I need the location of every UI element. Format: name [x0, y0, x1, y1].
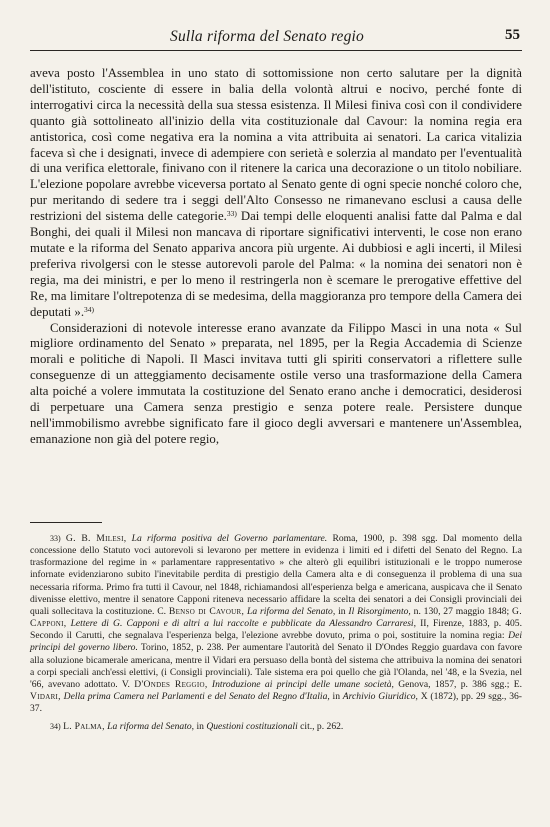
work-title: Il Risorgimento, — [348, 605, 411, 617]
footnote-number: 34) — [50, 722, 61, 732]
work-title: Questioni costituzionali — [206, 721, 298, 733]
work-title: Dei principi del governo libero. — [30, 630, 522, 654]
paragraph-1 — [30, 66, 522, 321]
footnotes — [30, 522, 522, 740]
paragraph-1-part-b: Dai tempi delle eloquenti analisi fatte dal Palma e dal Bonghi, dei quali il Milesi non mancava di riportare significativi interventi, le cose non erano mutate e la riforma del Senato appariva ancora più urgente. Ai dubbiosi e agli incerti, il Milesi preferiva rivolgersi con le stesse autorevoli parole del Palma: « la nomina dei senatori non è regia, ma dei ministri, e per lo meno il restringerla non è scemare le prerogative effettive del Re, ma limitare l'oltrepotenza di se medesima, della maggioranza pro tempore della Camera dei deputati ». — [30, 209, 523, 319]
work-title: La riforma del Senato, — [244, 605, 336, 617]
work-title: Lettere di G. Capponi e di altri a lui raccolte e pubblicate da Alessandro Carraresi, — [66, 618, 416, 630]
footnote-ref-33: 33) — [226, 209, 237, 219]
work-title: La riforma positiva del Governo parlamentare. — [131, 533, 328, 544]
author-name: G. B. Milesi, — [65, 533, 127, 544]
work-title: Introduzione ai principi delle umane società, — [207, 678, 394, 690]
note-text: Genova, 1857, p. 386 sgg.; E. — [393, 678, 522, 690]
running-head — [30, 26, 522, 51]
author-name: Vidari, — [30, 691, 61, 703]
main-text — [30, 66, 522, 448]
note-text: II, Firenze, 1883, p. 405. Secondo il Carutti, che segnalava l'esperienza belga, l'elezione avrebbe dovuto, prima o poi, sostituire la nomina regia: — [30, 618, 522, 642]
note-text: Roma, 1900, p. 398 sgg. Dal momento della concessione dello Statuto voci autorevoli si levarono per mettere in evidenza i limiti ed i difetti del Senato del Regno. La trasformazione del regime in « parlamentare rappresentativo » che alterò gli equilibri istituzionali e le troppo numerose infornate evidenziarono subito l'inevitabile perdita di prestigio della Camera alta e di conseguenza il problema di una sua necessaria riforma. Primo fra tutti il Cavour, nel 1848, richiamandosi all'esperienza belga e americana, auspicava che il Senato divenisse elettivo, mentre il senatore Capponi riteneva necessario affidare la scelta dei senatori a dei Consigli provinciali dei quali sollecitava la costituzione. C. — [30, 533, 523, 617]
footnote-33 — [30, 533, 522, 715]
note-text: in — [329, 691, 343, 703]
footnote-number: 33) — [50, 534, 61, 543]
work-title: Della prima Camera nel Parlamenti e del Senato del Regno d'Italia, — [60, 691, 330, 703]
author-name: G. Capponi, — [30, 605, 522, 630]
note-text: in — [194, 721, 207, 733]
work-title: Archivio Giuridico, — [342, 691, 418, 703]
note-text: in — [335, 605, 349, 617]
page-number: 55 — [505, 27, 520, 43]
author-name: D'Ondes Reggio, — [134, 678, 208, 690]
footnote-ref-34: 34) — [84, 304, 95, 314]
footnote-rule — [30, 522, 102, 523]
work-title: La riforma del Senato, — [104, 721, 195, 733]
running-title: Sulla riforma del Senato regio — [170, 28, 364, 45]
note-text: Torino, 1852, p. 238. Per aumentare l'autorità del Senato il D'Ondes Reggio guardava con favore alla soluzione bicamerale americana, mentre il Vidari era persuaso della bontà del sistema che attribuiva la nomina dei senatori a corpi speciali anch'essi elettivi, (i Consigli provinciali). Tale sistema era poi quello che già l'Olanda, nel '48, e la Svezia, nel '66, avevano adottato. V. — [30, 642, 522, 690]
note-text: n. 130, 27 maggio 1848; — [410, 605, 513, 617]
note-text: X (1872), pp. 29 sgg., 36-37. — [30, 691, 522, 715]
paragraph-2: Considerazioni di notevole interesse erano avanzate da Filippo Masci in una nota « Sul migliore ordinamento del Senato » preparata, nel 1895, per la Regia Accademia di Scienze morali e politiche di Napoli. Il Masci invitava tutti gli spiriti conservatori a riflettere sulle conseguenze di un atteggiamento decisamente ostile verso una trasformazione della Camera alta poiché a volere immutata la costituzione del Senato erano anche i democratici, desiderosi di perpetuare una Camera senza prestigio e senza potere reale. Persistere dunque nell'immobilismo avrebbe significato fare il gioco degli avversari e mantenere un'Assemblea, emanazione non già del potere regio, — [30, 320, 522, 446]
paragraph-1-part-a: aveva posto l'Assemblea in uno stato di sottomissione non certo salutare per la dignità dell'istituto, cosciente di essere in balia della volontà altrui e nocivo, perché fonte di interrogativi circa la necessità della sua stessa esistenza. Il Milesi finiva così con il condividere quanto già sottolineato all'inizio della vita costituzionale dal Cavour: la nomina regia era antistorica, così come negativa era la nomina a vita attribuita ai senatori. La carica vitalizia faceva sì che i designati, invece di adempiere con serietà e solerzia al mandato per l'eventualità di una verifica elettorale, finivano con il ritenere la carica una decorazione o un titolo nobiliare. L'elezione popolare avrebbe viceversa portato al Senato gente di ogni specie nonché coloro che, pur meritando di sedere tra i seggi dell'Alto Consesso ne rimanevano esclusi a causa delle restrizioni del sistema delle categorie. — [30, 66, 522, 224]
author-name: L. Palma, — [63, 721, 105, 733]
footnote-34 — [30, 721, 522, 733]
note-text: cit., p. 262. — [297, 721, 344, 733]
author-name: Benso di Cavour, — [168, 605, 245, 617]
